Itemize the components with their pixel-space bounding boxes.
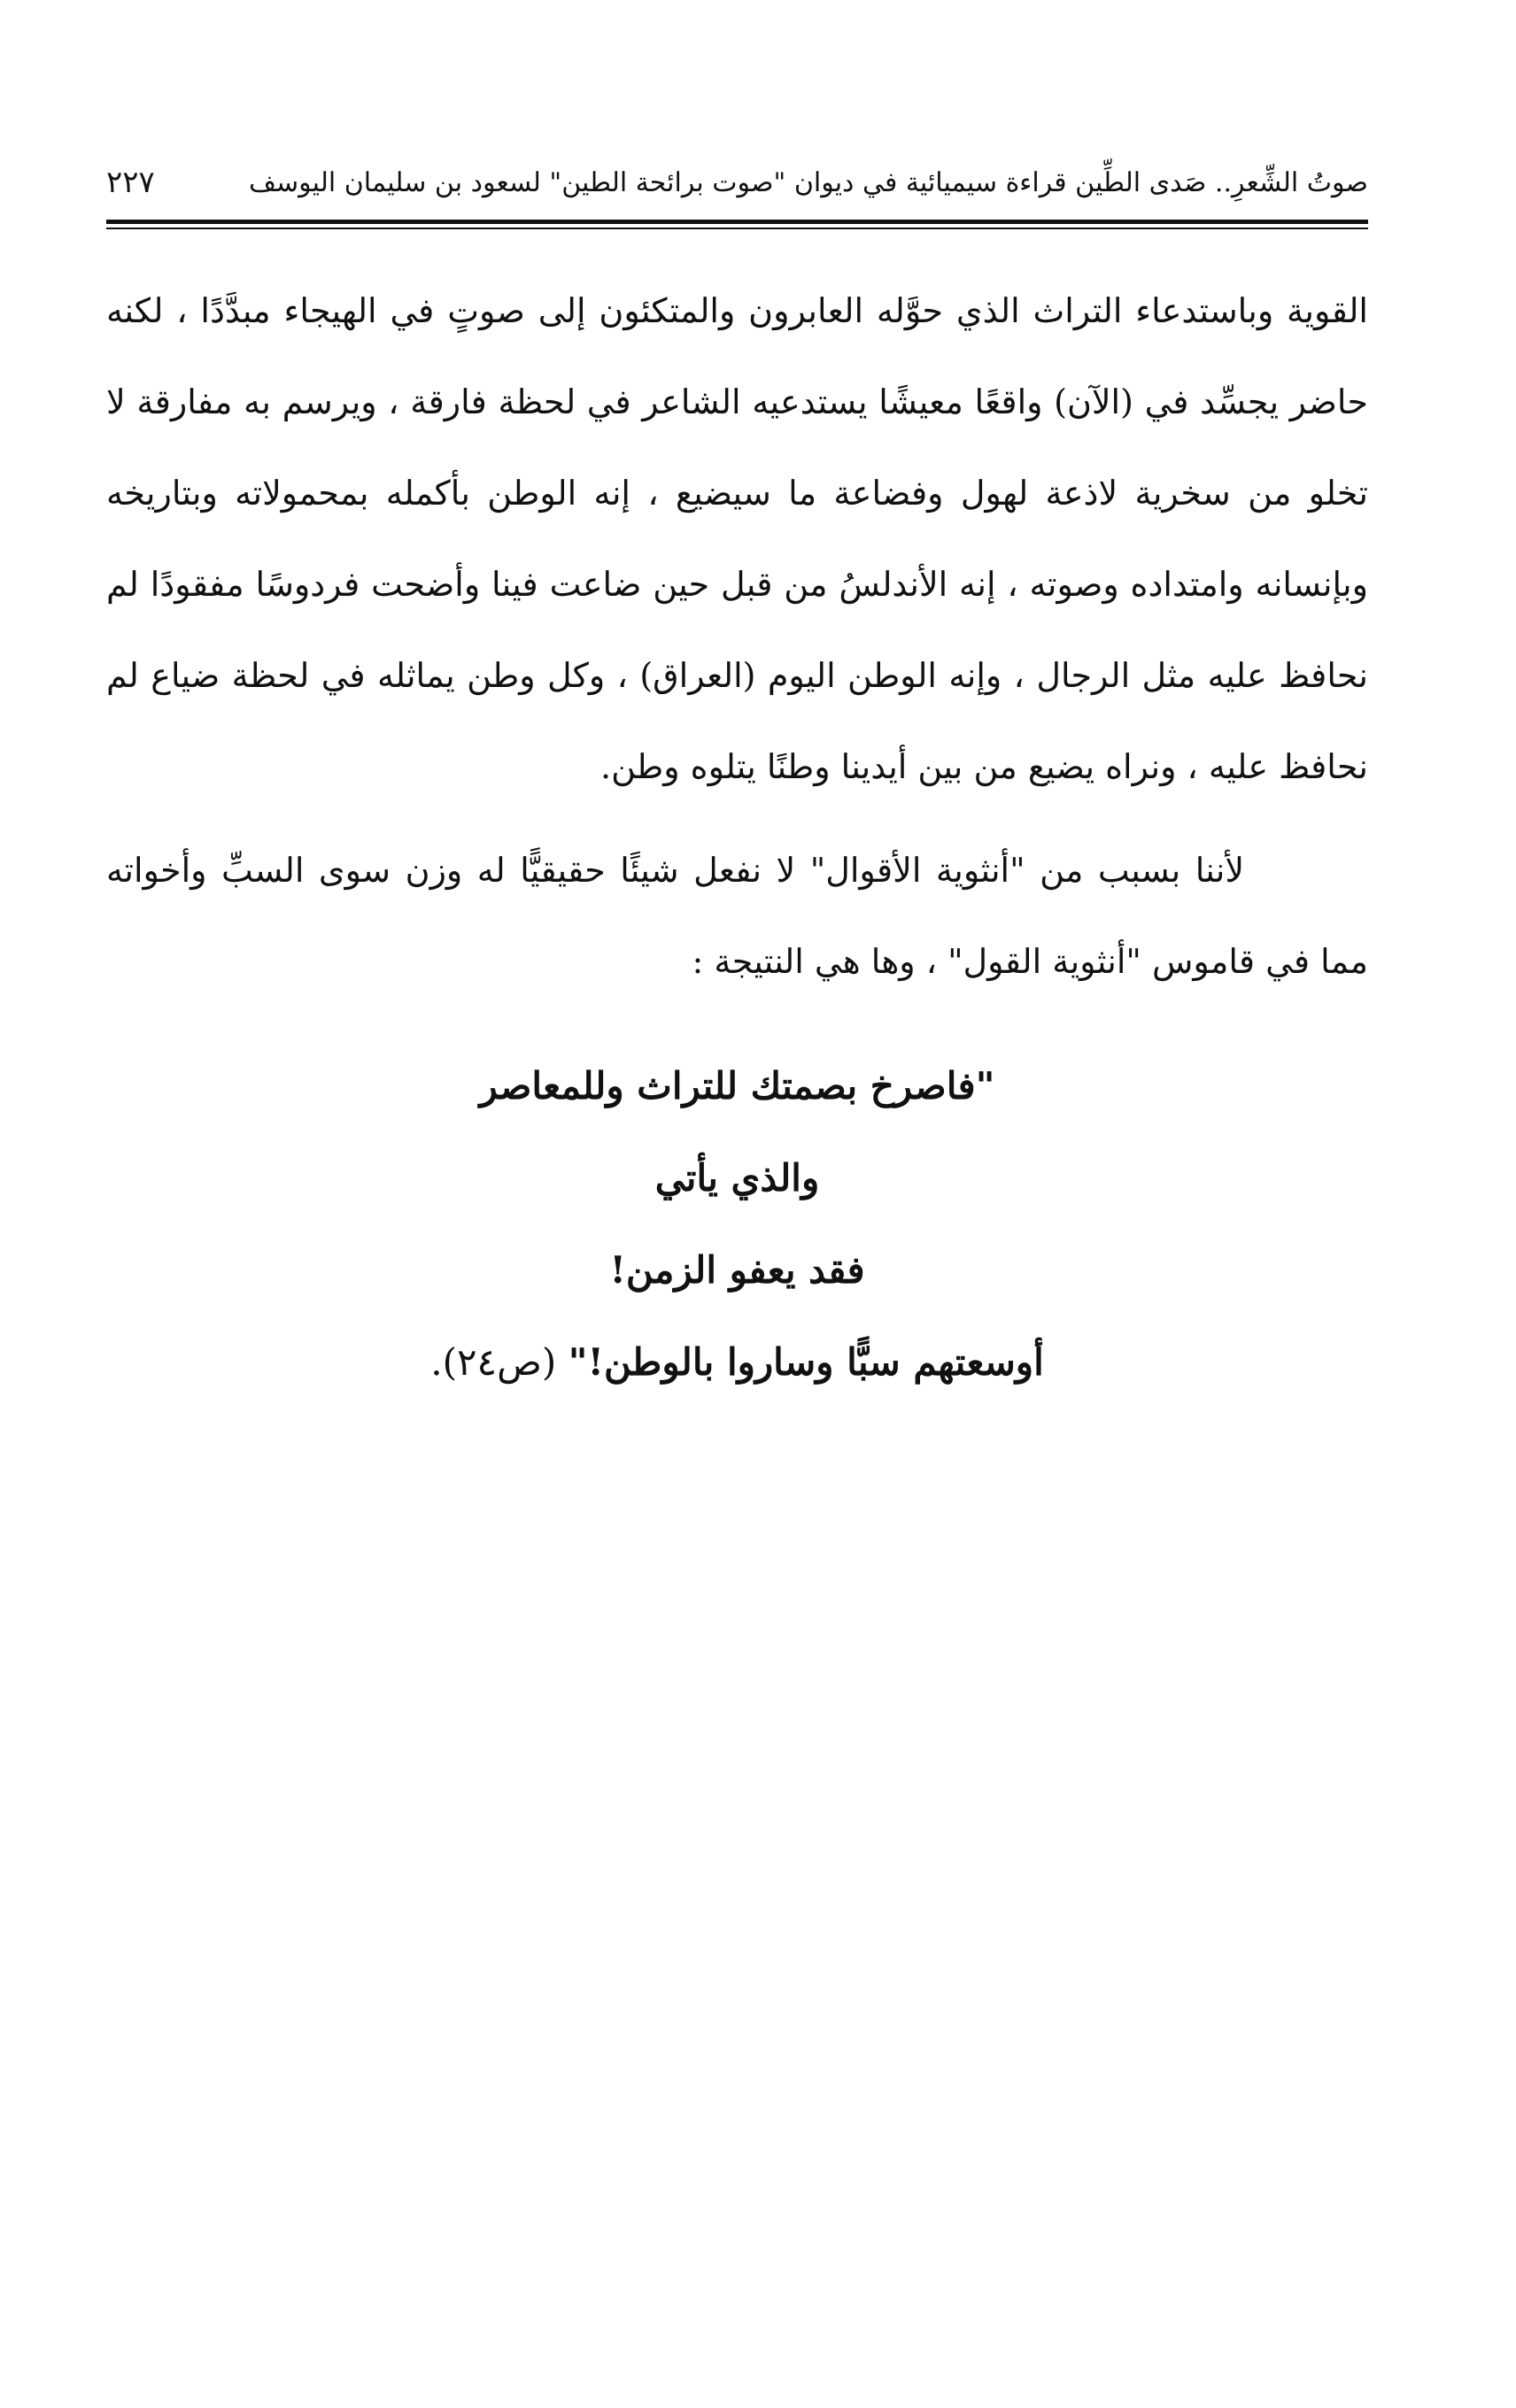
- header-rule-thin: [106, 228, 1368, 229]
- body-text: [106, 266, 1368, 1007]
- quoted-poem: [106, 1040, 1368, 1409]
- paragraph-2: لأننا بسبب من "أنثوية الأقوال" لا نفعل شيئًا حقيقيًّا له وزن سوى السبِّ وأخواته مما في قاموس "أنثوية القول" ، وها هي النتيجة :: [106, 851, 1368, 981]
- poem-line-4: [106, 1316, 1368, 1409]
- poem-line-1: "فاصرخ بصمتك للتراث وللمعاصر: [479, 1064, 995, 1108]
- poem-citation: (ص٢٤).: [430, 1340, 568, 1384]
- paragraph-1: القوية وباستدعاء التراث الذي حوَّله العابرون والمتكئون إلى صوتٍ في الهيجاء مبدَّدًا ، لكنه حاضر يجسِّد في (الآن) واقعًا معيشًا يستدعيه الشاعر في لحظة فارقة ، ويرسم به مفارقة لا تخلو من سخرية لاذعة لهول وفضاعة ما سيضيع ، إنه الوطن بأكمله بمحمولاته وبتاريخه وبإنسانه وامتداده وصوته ، إنه الأندلسُ من قبل حين ضاعت فينا وأضحت فردوسًا مفقودًا لم نحافظ عليه مثل الرجال ، وإنه الوطن اليوم (العراق) ، وكل وطن يماثله في لحظة ضياع لم نحافظ عليه ، ونراه يضيع من بين أيدينا وطنًا يتلوه وطن.: [106, 291, 1368, 786]
- running-header: [106, 156, 1368, 209]
- header-rule-thick: [106, 220, 1368, 224]
- page-number: ٢٢٧: [106, 165, 155, 200]
- poem-line-3: فقد يعفو الزمن!: [609, 1248, 865, 1292]
- poem-line-2: والذي يأتي: [654, 1156, 820, 1200]
- running-header-title: صوتُ الشِّعرِ.. صَدى الطِّين قراءة سيميائية في ديوان "صوت برائحة الطين" لسعود بن سليمان اليوسف: [248, 166, 1368, 198]
- poem-line-4-text: أوسعتهم سبًّا وساروا بالوطن!": [568, 1340, 1044, 1384]
